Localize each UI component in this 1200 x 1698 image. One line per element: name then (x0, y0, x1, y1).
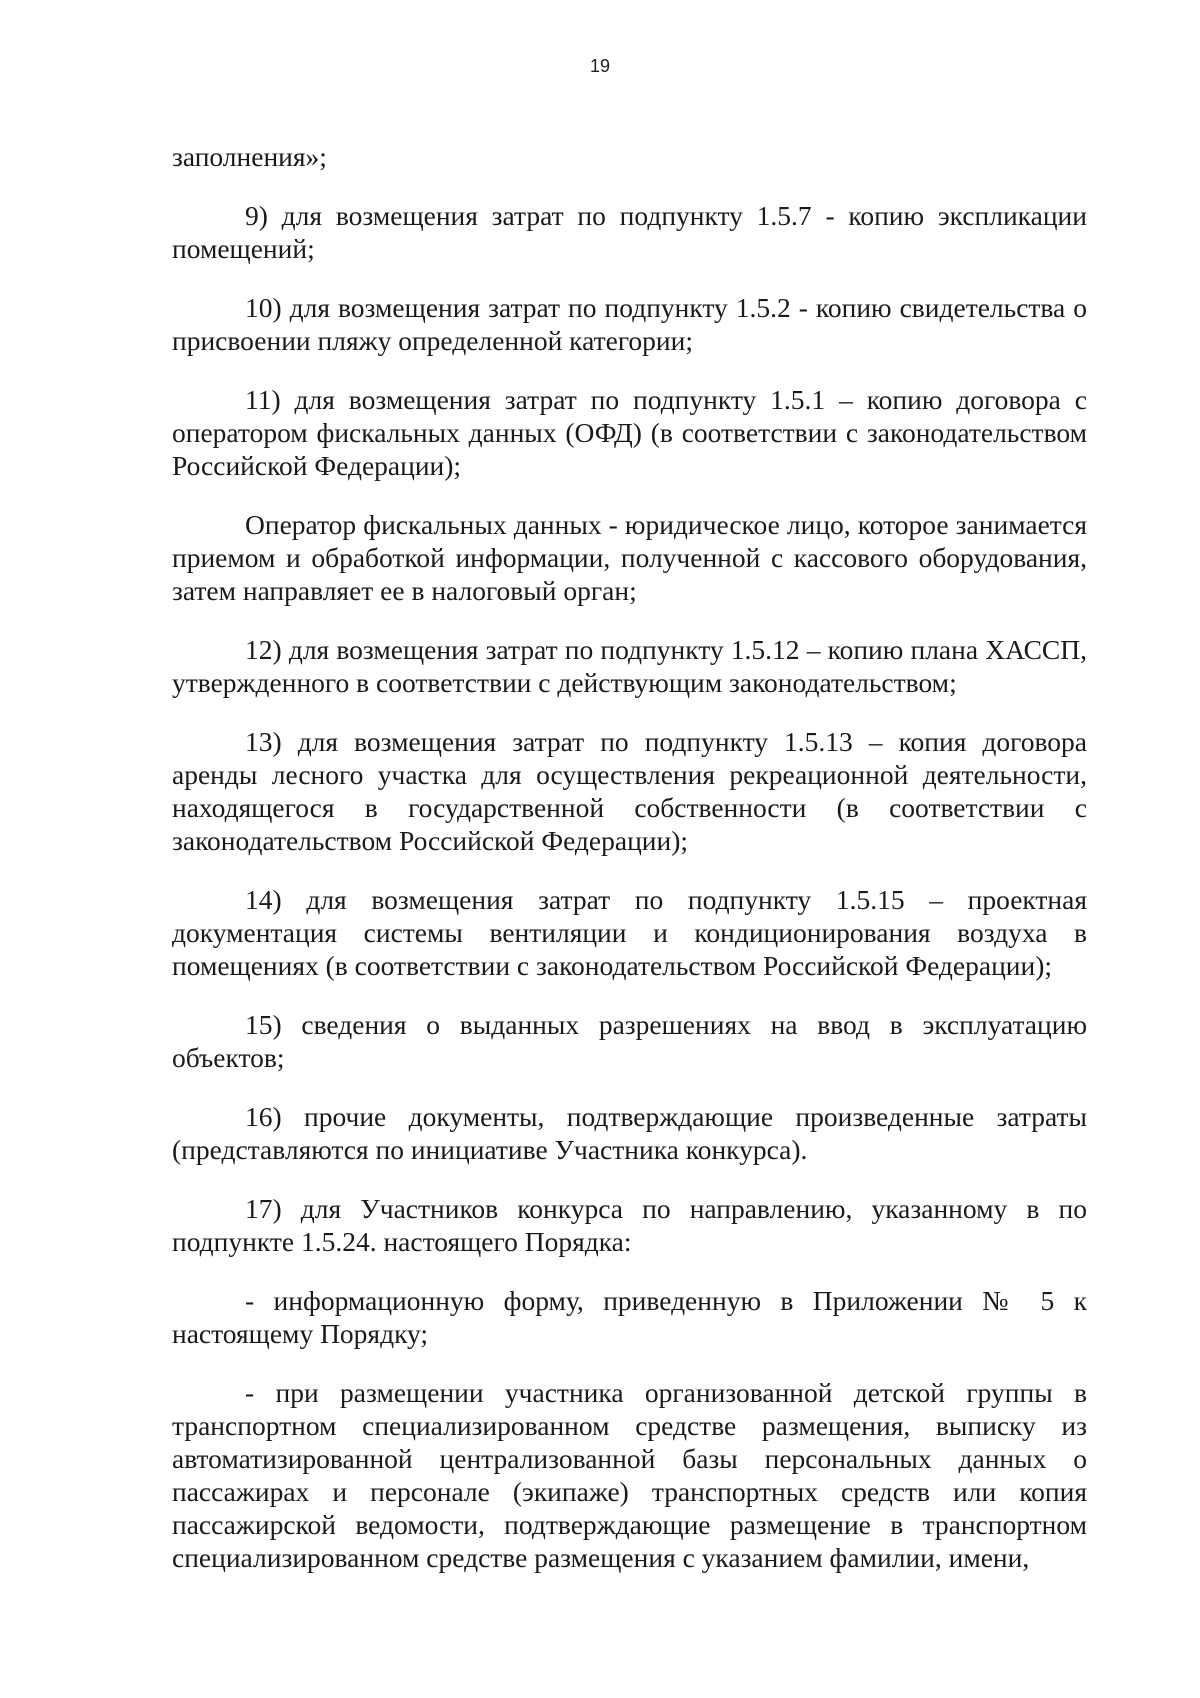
paragraph-dash-child-group: - при размещении участника организованной детской группы в транспортном специализированном средстве размещения, выписку из автоматизированной централизованной базы персональных данных о пассажирах и персонале (экипаже) транспортных средств или копия пассажирской ведомости, подтверждающие размещение в транспортном специализированном средстве размещения с указанием фамилии, имени, (172, 1377, 1087, 1573)
page-number: 19 (589, 56, 611, 76)
paragraph-item-9: 9) для возмещения затрат по подпункту 1.5.7 - копию экспликации помещений; (172, 200, 1087, 264)
paragraph-ofd-definition: Оператор фискальных данных - юридическое лицо, которое занимается приемом и обработкой информации, полученной с кассового оборудования, затем направляет ее в налоговый орган; (172, 509, 1087, 606)
document-body (172, 140, 1087, 1600)
paragraph-item-17: 17) для Участников конкурса по направлению, указанному в по подпункте 1.5.24. настоящего Порядка: (172, 1193, 1087, 1257)
paragraph-continuation: заполнения»; (172, 141, 327, 172)
paragraph-item-16: 16) прочие документы, подтверждающие произведенные затраты (представляются по инициативе Участника конкурса). (172, 1101, 1087, 1165)
paragraph-dash-info-form: - информационную форму, приведенную в Приложении № 5 к настоящему Порядку; (172, 1285, 1087, 1349)
paragraph-item-10: 10) для возмещения затрат по подпункту 1.5.2 - копию свидетельства о присвоении пляжу определенной категории; (172, 292, 1087, 356)
paragraph-item-15: 15) сведения о выданных разрешениях на ввод в эксплуатацию объектов; (172, 1009, 1087, 1073)
paragraph-item-13: 13) для возмещения затрат по подпункту 1.5.13 – копия договора аренды лесного участка для осуществления рекреационной деятельности, находящегося в государственной собственности (в соответствии с законодательством Российской Федерации); (172, 726, 1087, 856)
paragraph-item-11: 11) для возмещения затрат по подпункту 1.5.1 – копию договора с оператором фискальных данных (ОФД) (в соответствии с законодательством Российской Федерации); (172, 384, 1087, 481)
paragraph-item-12: 12) для возмещения затрат по подпункту 1.5.12 – копию плана ХАССП, утвержденного в соответствии с действующим законодательством; (172, 634, 1087, 698)
paragraph-item-14: 14) для возмещения затрат по подпункту 1.5.15 – проектная документация системы вентиляции и кондиционирования воздуха в помещениях (в соответствии с законодательством Российской Федерации); (172, 884, 1087, 981)
